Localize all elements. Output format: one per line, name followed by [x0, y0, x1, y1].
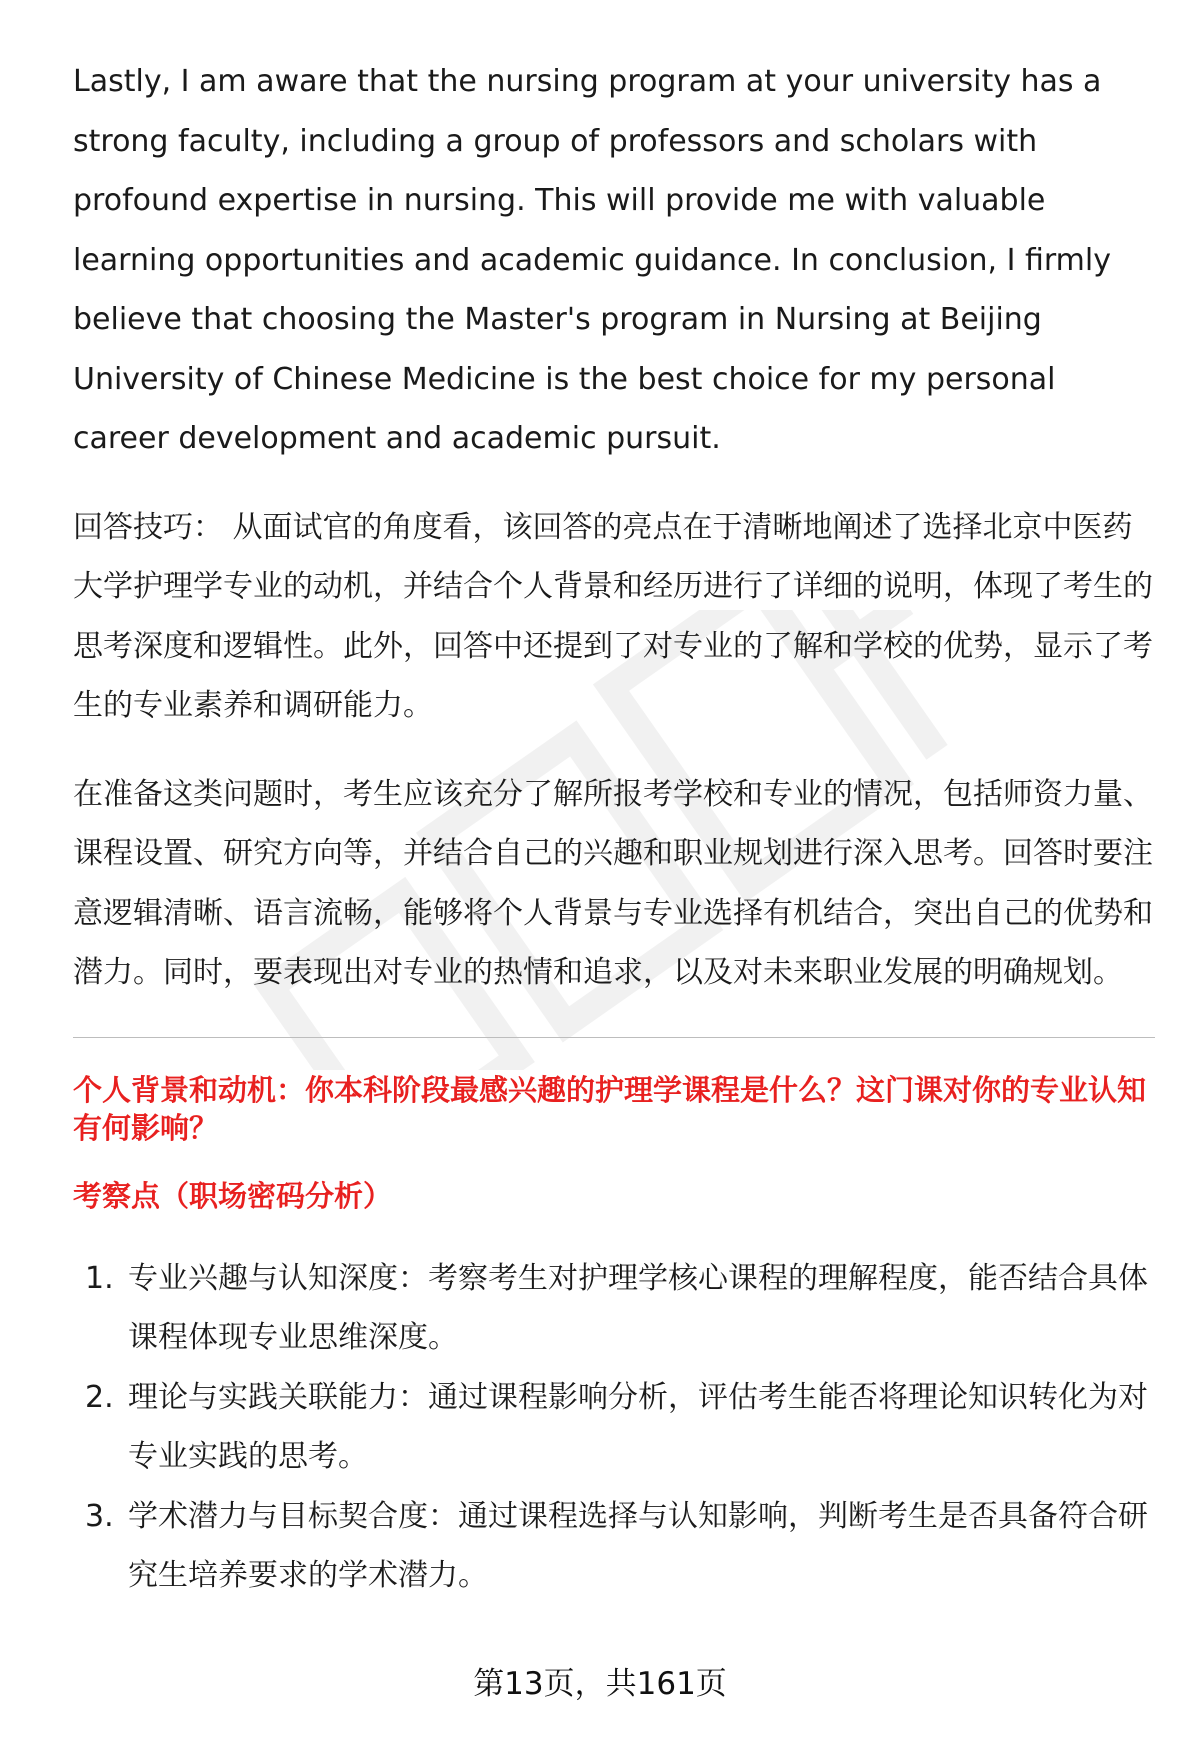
- list-item-number: 1.: [85, 1260, 114, 1296]
- list-item-text: 理论与实践关联能力：通过课程影响分析，评估考生能否将理论知识转化为对专业实践的思考。: [128, 1379, 1148, 1474]
- list-item: [73, 1368, 1155, 1487]
- question-heading: 个人背景和动机：你本科阶段最感兴趣的护理学课程是什么？这门课对你的专业认知有何影响？: [73, 1072, 1147, 1145]
- tip-paragraph: 回答技巧： 从面试官的角度看，该回答的亮点在于清晰地阐述了选择北京中医药大学护理学专业的动机，并结合个人背景和经历进行了详细的说明，体现了考生的思考深度和逻辑性。此外，回答中还提到了对专业的了解和学校的优势，显示了考生的专业素养和调研能力。: [73, 509, 1153, 723]
- list-item: [73, 1249, 1155, 1368]
- preparation-paragraph: 在准备这类问题时，考生应该充分了解所报考学校和专业的情况，包括师资力量、课程设置、研究方向等，并结合自己的兴趣和职业规划进行深入思考。回答时要注意逻辑清晰、语言流畅，能够将个人背景与专业选择有机结合，突出自己的优势和潜力。同时，要表现出对专业的热情和追求，以及对未来职业发展的明确规划。: [73, 776, 1153, 990]
- document-page: [73, 52, 1155, 1606]
- list-item-number: 2.: [85, 1379, 114, 1415]
- intro-paragraph: Lastly, I am aware that the nursing program at your university has a strong faculty, including a group of professors and scholars with profound expertise in nursing. This will provide me with valuable learning opportunities and academic guidance. In conclusion, I firmly believe that choosing the Master's program in Nursing at Beijing University of Chinese Medicine is the best choice for my personal career development and academic pursuit.: [73, 64, 1111, 456]
- analysis-heading: 考察点（职场密码分析）: [73, 1178, 393, 1213]
- section-divider: [73, 1037, 1155, 1038]
- analysis-points-list: [73, 1249, 1155, 1606]
- page-number-footer: 第13页，共161页: [473, 1666, 727, 1702]
- list-item-number: 3.: [85, 1498, 114, 1534]
- list-item-text: 专业兴趣与认知深度：考察考生对护理学核心课程的理解程度，能否结合具体课程体现专业思维深度。: [128, 1260, 1148, 1355]
- list-item-text: 学术潜力与目标契合度：通过课程选择与认知影响，判断考生是否具备符合研究生培养要求的学术潜力。: [128, 1498, 1148, 1593]
- list-item: [73, 1487, 1155, 1606]
